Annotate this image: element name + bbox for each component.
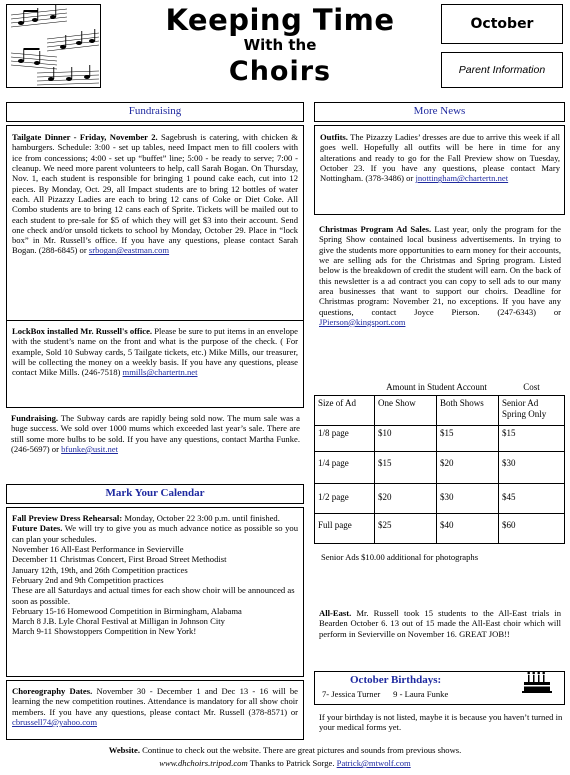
future-body: We will try to give you as much advance notice as possible so you can plan your schedules. bbox=[12, 523, 298, 544]
outfits-box bbox=[314, 125, 565, 215]
calendar-line: November 16 All-East Performance in Sevierville bbox=[12, 543, 184, 554]
calendar-line: March 9-11 Showstoppers Competition in New York! bbox=[12, 626, 197, 637]
cell-both: $40 bbox=[437, 513, 499, 543]
dress-lead: Fall Preview Dress Rehearsal: bbox=[12, 513, 123, 523]
cell-senior: $45 bbox=[499, 483, 565, 513]
amount-header: Amount in Student Account bbox=[386, 382, 487, 392]
calendar-line: These are all Saturdays and actual times for each show choir will be announced as soon as possible. bbox=[12, 585, 295, 606]
ads-body: Last year, only the program for the Spring Show contained local business advertisements. In trying to give the students more opportunities to earn money for their accounts, we are selling ads for the Christmas and Spring program. Listed below is the breakdown of credit the student will earn. On the back of this newsletter is a ad contract you can copy to sell ads to our many area businesses that want to support our choirs. Deadline for Christmas program: November 21, no exceptions. If you have any questions, contact Joyce Pierson. (247-6343) or bbox=[319, 224, 561, 317]
tailgate-box bbox=[6, 125, 304, 322]
lockbox-lead: LockBox installed Mr. Russell's office. bbox=[12, 326, 153, 336]
tailgate-lead: Tailgate Dinner - Friday, November 2. bbox=[12, 132, 158, 142]
table-group-row bbox=[315, 380, 565, 395]
more-news-header: More News bbox=[314, 102, 565, 122]
calendar-box bbox=[6, 507, 304, 677]
calendar-line: February 15-16 Homewood Competition in Birmingham, Alabama bbox=[12, 605, 242, 616]
ads-email-link[interactable]: JPierson@kingsport.com bbox=[319, 316, 406, 327]
newsletter-title: Keeping Time bbox=[165, 3, 395, 37]
cell-senior: $60 bbox=[499, 513, 565, 543]
col-one-show: One Show bbox=[375, 395, 437, 425]
lockbox-body: Please be sure to put items in an envelope with the student’s name on the front and what is the purpose of the check. ( For example, Sold 10 Subway cards, 5 Tailgate tickets, etc.) Mike Mills, our treasurer, will be collecting the money on a weekly basis. If you have any questions, please contact Mike Mills. (246-7518) bbox=[12, 326, 298, 378]
choreography-box bbox=[6, 680, 304, 740]
birthday-cake-icon bbox=[520, 670, 554, 694]
outfits-lead: Outfits. bbox=[320, 132, 348, 142]
cell-both: $15 bbox=[437, 425, 499, 451]
choreography-email-link[interactable]: cbrussell74@yahoo.com bbox=[12, 716, 98, 727]
calendar-text bbox=[12, 513, 298, 637]
dress-body: Monday, October 22 3:00 p.m. until finished. bbox=[122, 513, 280, 523]
footer-thanks: Thanks to Patrick Sorge. bbox=[247, 758, 337, 768]
ads-text bbox=[319, 224, 561, 327]
table-row bbox=[315, 483, 565, 513]
cell-size: Full page bbox=[315, 513, 375, 543]
table-corner bbox=[315, 380, 375, 395]
future-dates-item bbox=[12, 523, 298, 544]
lockbox-email-link[interactable]: mmills@chartertn.net bbox=[122, 367, 198, 378]
alleast-lead: All-East. bbox=[319, 608, 352, 618]
col-both-shows: Both Shows bbox=[437, 395, 499, 425]
ads-lead: Christmas Program Ad Sales. bbox=[319, 224, 432, 234]
outfits-body: The Pizazzy Ladies’ dresses are due to arrive this week if all goes well. Hopefully all outfits will be here in time for any alterations and ready to go for the Fall Preview show on Tuesday, October 23. If you have any questions, please contact Mary Nottingham. (378-3486) or bbox=[320, 132, 560, 184]
cell-one: $20 bbox=[375, 483, 437, 513]
cell-senior: $15 bbox=[499, 425, 565, 451]
fundraising-note-lead: Fundraising. bbox=[11, 413, 59, 423]
newsletter-subtitle: With the bbox=[243, 36, 317, 54]
alleast-body: Mr. Russell took 15 students to the All-East trials in Bearden October 6. 13 out of 15 made the All-East choir which will perform in Sevierville on November 16. GREAT JOB!! bbox=[319, 608, 561, 639]
outfits-email-link[interactable]: jnottingham@chartertn.net bbox=[415, 173, 509, 184]
footer-lead: Website. bbox=[108, 745, 140, 755]
calendar-line: February 2nd and 9th Competition practices bbox=[12, 574, 164, 585]
sheet-music-icon bbox=[7, 5, 101, 88]
outfits-text bbox=[320, 132, 560, 184]
tailgate-text bbox=[12, 132, 298, 256]
calendar-line: January 12th, 19th, and 26th Competition practices bbox=[12, 564, 188, 575]
section-label: Parent Information bbox=[441, 52, 563, 88]
calendar-header: Mark Your Calendar bbox=[6, 484, 304, 504]
col-size: Size of Ad bbox=[315, 395, 375, 425]
cell-size: 1/2 page bbox=[315, 483, 375, 513]
footer-line-1 bbox=[0, 744, 570, 757]
newsletter-choirs: Choirs bbox=[228, 56, 332, 87]
tailgate-email-link[interactable]: srbogan@eastman.com bbox=[88, 245, 170, 256]
calendar-line: March 8 J.B. Lyle Choral Festival at Milligan in Johnson City bbox=[12, 616, 225, 627]
table-row bbox=[315, 513, 565, 543]
table-row bbox=[315, 451, 565, 483]
sheet-music-logo bbox=[6, 4, 101, 88]
tailgate-body: Sagebrush is catering, with chicken & hamburgers. Schedule: 3:00 - set up tables, need Impact men to fill coolers with ice from concessions; 4:00 - set up “buffet” line; 5:00 - be ready to serve; 7:00 - cleanup. We need more parent volunteers to help, call Sarah Bogan. On Thursday, Nov. 1, each student is responsible for bringing 1 pound cake each, cut into 12 pieces. By Monday, Oct. 29, all Impact students are to bring 12 bottles of water each. All Pizazzy Ladies are each to bring 12 cans of Coke or Diet Coke. All Combo students are to bring 12 cans each of Sprite. Tickets will be mailed out to each student to pre-sale for $5 of which they will get $3 into their account. Send one check and/or unsold tickets to school by Monday, October 29. Place in “lock box” in Mr. Russell’s office. If you have any questions, please contact Sarah Bogan. (288-6845) or bbox=[12, 132, 298, 256]
cell-size: 1/8 page bbox=[315, 425, 375, 451]
dress-rehearsal-item bbox=[12, 513, 298, 523]
birthday-names: 7- Jessica Turner 9 - Laura Funke bbox=[322, 689, 449, 699]
cell-one: $25 bbox=[375, 513, 437, 543]
calendar-line: December 11 Christmas Concert, First Broad Street Methodist bbox=[12, 554, 227, 565]
lockbox-box bbox=[6, 320, 304, 408]
fundraising-header: Fundraising bbox=[6, 102, 304, 122]
cell-one: $10 bbox=[375, 425, 437, 451]
alleast-text bbox=[319, 608, 561, 639]
future-lead: Future Dates. bbox=[12, 523, 63, 534]
issue-month: October bbox=[441, 4, 563, 44]
footer-line-2 bbox=[0, 757, 570, 770]
footer-body: Continue to check out the website. There are great pictures and sounds from previous shows. bbox=[139, 745, 462, 755]
table-row bbox=[315, 425, 565, 451]
col-senior-ad: Senior Ad Spring Only bbox=[499, 395, 565, 425]
table-header-row bbox=[315, 395, 565, 425]
choreography-lead: Choreography Dates. bbox=[12, 686, 93, 696]
ad-price-table bbox=[314, 380, 565, 544]
cell-one: $15 bbox=[375, 451, 437, 483]
senior-ad-note: Senior Ads $10.00 additional for photographs bbox=[321, 552, 479, 562]
cell-both: $20 bbox=[437, 451, 499, 483]
birthdays-title: October Birthdays: bbox=[350, 674, 442, 686]
website-footer bbox=[0, 744, 570, 770]
birthday-note: If your birthday is not listed, maybe it is because you haven’t turned in your medical forms yet. bbox=[319, 712, 563, 733]
cost-header: Cost bbox=[523, 382, 540, 392]
cell-both: $30 bbox=[437, 483, 499, 513]
fundraising-note-body: The Subway cards are rapidly being sold now. The mum sale was a huge success. We sold over 1000 mums which exceeded last year’s sale. There are still some more bulbs to be sold. If you have any questions, contact Martha Funke. (246-5697) or bbox=[11, 413, 300, 454]
lockbox-text bbox=[12, 326, 298, 378]
cell-size: 1/4 page bbox=[315, 451, 375, 483]
choreography-body: November 30 - December 1 and Dec 13 - 16 will be learning the new competition routines. Attendance is mandatory for all show choir members. If you have any questions, please contact Mr. Russell (378-8571) or bbox=[12, 686, 298, 717]
cell-senior: $30 bbox=[499, 451, 565, 483]
footer-email-link[interactable]: Patrick@mtwolf.com bbox=[336, 758, 411, 768]
choreography-text bbox=[12, 686, 298, 727]
fundraising-note-email-link[interactable]: bfunke@usit.net bbox=[61, 443, 118, 454]
fundraising-note-text bbox=[11, 413, 300, 454]
website-url-link[interactable]: www.dhchoirs.tripod.com bbox=[159, 758, 248, 768]
